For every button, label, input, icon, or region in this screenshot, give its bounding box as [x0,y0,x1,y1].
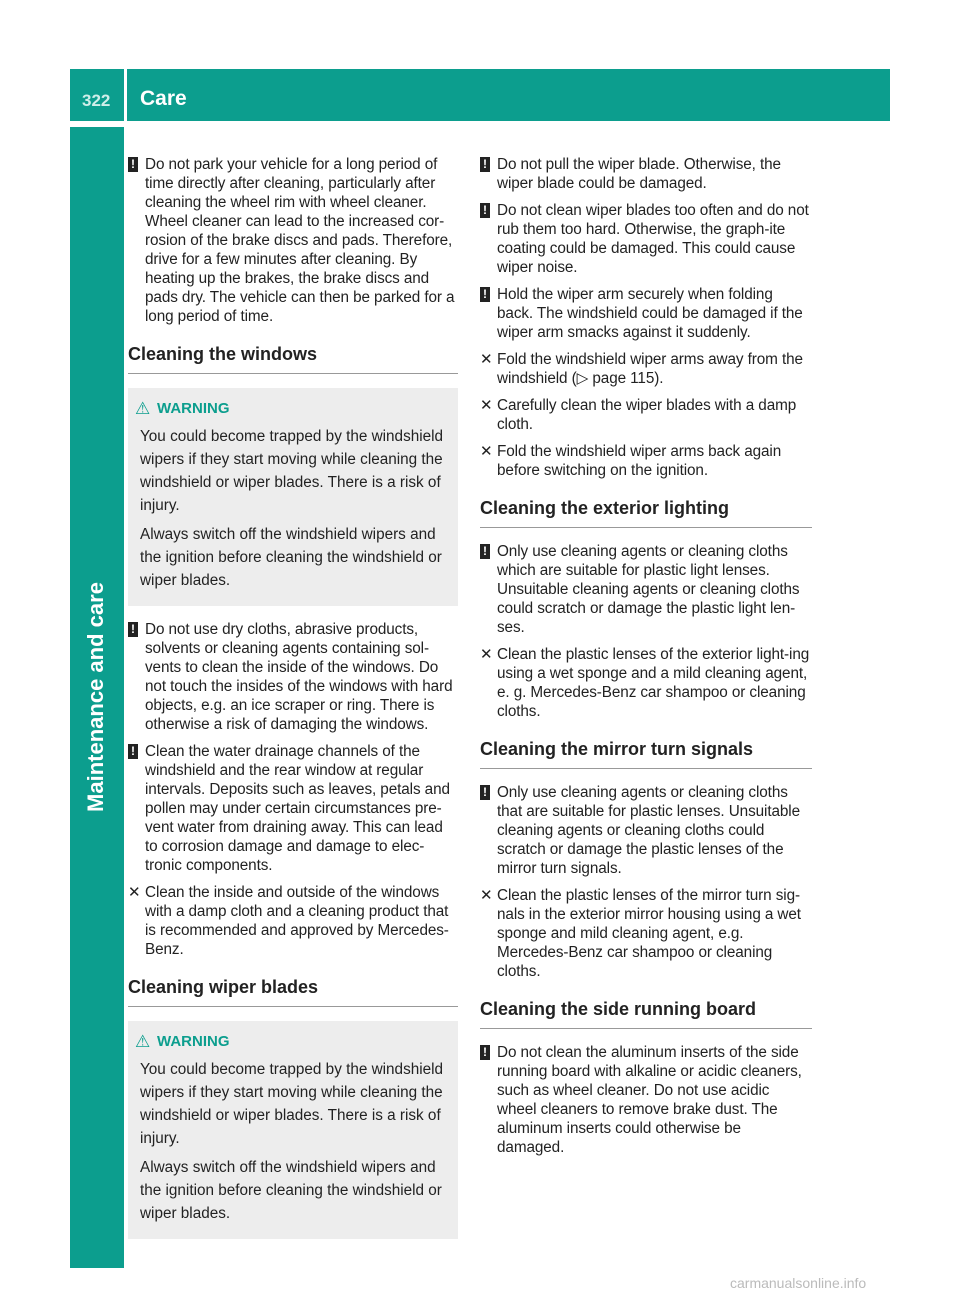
exclamation-icon: ! [480,1045,490,1060]
warning-triangle-icon: ⚠ [135,399,151,418]
left-column [128,155,458,1253]
step-item [480,350,812,388]
arrow-icon: ✕ [480,443,493,460]
section-heading: Cleaning the windows [128,344,458,374]
step-item [480,886,812,981]
warning-box [128,1021,458,1239]
warning-text: Always switch off the windshield wipers and the ignition before cleaning the windshield or wiper blades. [140,526,442,589]
section-title: Care [140,87,187,110]
exclamation-icon: ! [128,744,138,759]
warning-text: You could become trapped by the windshield wipers if they start moving while cleaning the windshield or wiper blades. There is a risk of injury. [140,428,444,514]
step-item [480,442,812,480]
notice-text: Do not use dry cloths, abrasive products, solvents or cleaning agents containing sol-vents to clean the inside of the windows. Do not touch the insides of the windows with hard objects, e.g. an ice scraper or ring. There is otherwise a risk of damaging the windows. [145,621,453,733]
notice-item [128,742,458,875]
warning-title: WARNING [157,1033,230,1050]
arrow-icon: ✕ [480,397,493,414]
step-text: Fold the windshield wiper arms back again before switching on the ignition. [497,443,782,479]
notice-item [480,783,812,878]
step-item [128,883,458,959]
step-item [480,645,812,721]
notice-text: Hold the wiper arm securely when folding back. The windshield could be damaged if the wiper arm smacks against it suddenly. [497,286,803,341]
exclamation-icon: ! [480,544,490,559]
exclamation-icon: ! [480,287,490,302]
notice-item [480,1043,812,1157]
step-item [480,396,812,434]
notice-text: Clean the water drainage channels of the windshield and the rear window at regular intervals. Deposits such as leaves, petals and pollen may under certain circumstances pre-vent water from draining away. This can lead to corrosion damage and damage to elec-tronic components. [145,743,450,874]
warning-box [128,388,458,606]
notice-item [480,155,812,193]
warning-title: WARNING [157,400,230,417]
arrow-icon: ✕ [480,646,493,663]
notice-item [128,620,458,734]
notice-item [128,155,458,326]
arrow-icon: ✕ [480,351,493,368]
warning-text: You could become trapped by the windshield wipers if they start moving while cleaning the windshield or wiper blades. There is a risk of injury. [140,1061,444,1147]
warning-triangle-icon: ⚠ [135,1032,151,1051]
notice-item [480,201,812,277]
chapter-label: Maintenance and care [83,582,108,812]
notice-text: Do not clean the aluminum inserts of the side running board with alkaline or acidic cleaners, such as wheel cleaner. Do not use acidic wheel cleaners to remove brake dust. The aluminum inserts could otherwise be damaged. [497,1044,802,1156]
step-text: Clean the plastic lenses of the exterior light-ing using a wet sponge and a mild cleaning agent, e. g. Mercedes-Benz car shampoo or cleaning cloths. [497,646,810,720]
section-heading: Cleaning the mirror turn signals [480,739,812,769]
arrow-icon: ✕ [128,884,141,901]
notice-text: Do not clean wiper blades too often and do not rub them too hard. Otherwise, the graph-ite coating could be damaged. This could cause wiper noise. [497,202,809,276]
notice-item [480,285,812,342]
watermark: carmanualsonline.info [730,1275,867,1291]
right-column [480,155,812,1165]
exclamation-icon: ! [128,622,138,637]
chapter-tab [70,127,124,1268]
exclamation-icon: ! [128,157,138,172]
header-divider [124,69,127,121]
arrow-icon: ✕ [480,887,493,904]
step-text: Clean the inside and outside of the windows with a damp cloth and a cleaning product that is recommended and approved by Mercedes-Benz. [145,884,449,958]
step-text: Clean the plastic lenses of the mirror turn sig-nals in the exterior mirror housing using a wet sponge and mild cleaning agent, e.g. Mercedes-Benz car shampoo or cleaning cloths. [497,887,801,980]
exclamation-icon: ! [480,785,490,800]
notice-text: Only use cleaning agents or cleaning cloths that are suitable for plastic lenses. Unsuitable cleaning agents or cleaning cloths could scratch or damage the plastic lenses of the mirror turn signals. [497,784,801,877]
warning-text: Always switch off the windshield wipers and the ignition before cleaning the windshield or wiper blades. [140,1159,442,1222]
page-header [70,69,890,121]
step-text: Fold the windshield wiper arms away from the windshield (▷ page 115). [497,351,803,387]
notice-text: Do not park your vehicle for a long period of time directly after cleaning, particularly after cleaning the wheel rim with wheel cleaner. Wheel cleaner can lead to the increased cor-rosion of the brake discs and pads. Therefore, drive for a few minutes after cleaning. By heating up the brakes, the brake discs and pads dry. The vehicle can then be parked for a long period of time. [145,156,455,325]
section-heading: Cleaning the exterior lighting [480,498,812,528]
notice-item [480,542,812,637]
notice-text: Do not pull the wiper blade. Otherwise, the wiper blade could be damaged. [497,156,781,192]
notice-text: Only use cleaning agents or cleaning cloths which are suitable for plastic light lenses. Unsuitable cleaning agents or cleaning cloths could scratch or damage the plastic light len-ses. [497,543,800,636]
exclamation-icon: ! [480,157,490,172]
section-heading: Cleaning the side running board [480,999,812,1029]
page-number: 322 [82,91,111,110]
step-text: Carefully clean the wiper blades with a damp cloth. [497,397,797,433]
section-heading: Cleaning wiper blades [128,977,458,1007]
exclamation-icon: ! [480,203,490,218]
